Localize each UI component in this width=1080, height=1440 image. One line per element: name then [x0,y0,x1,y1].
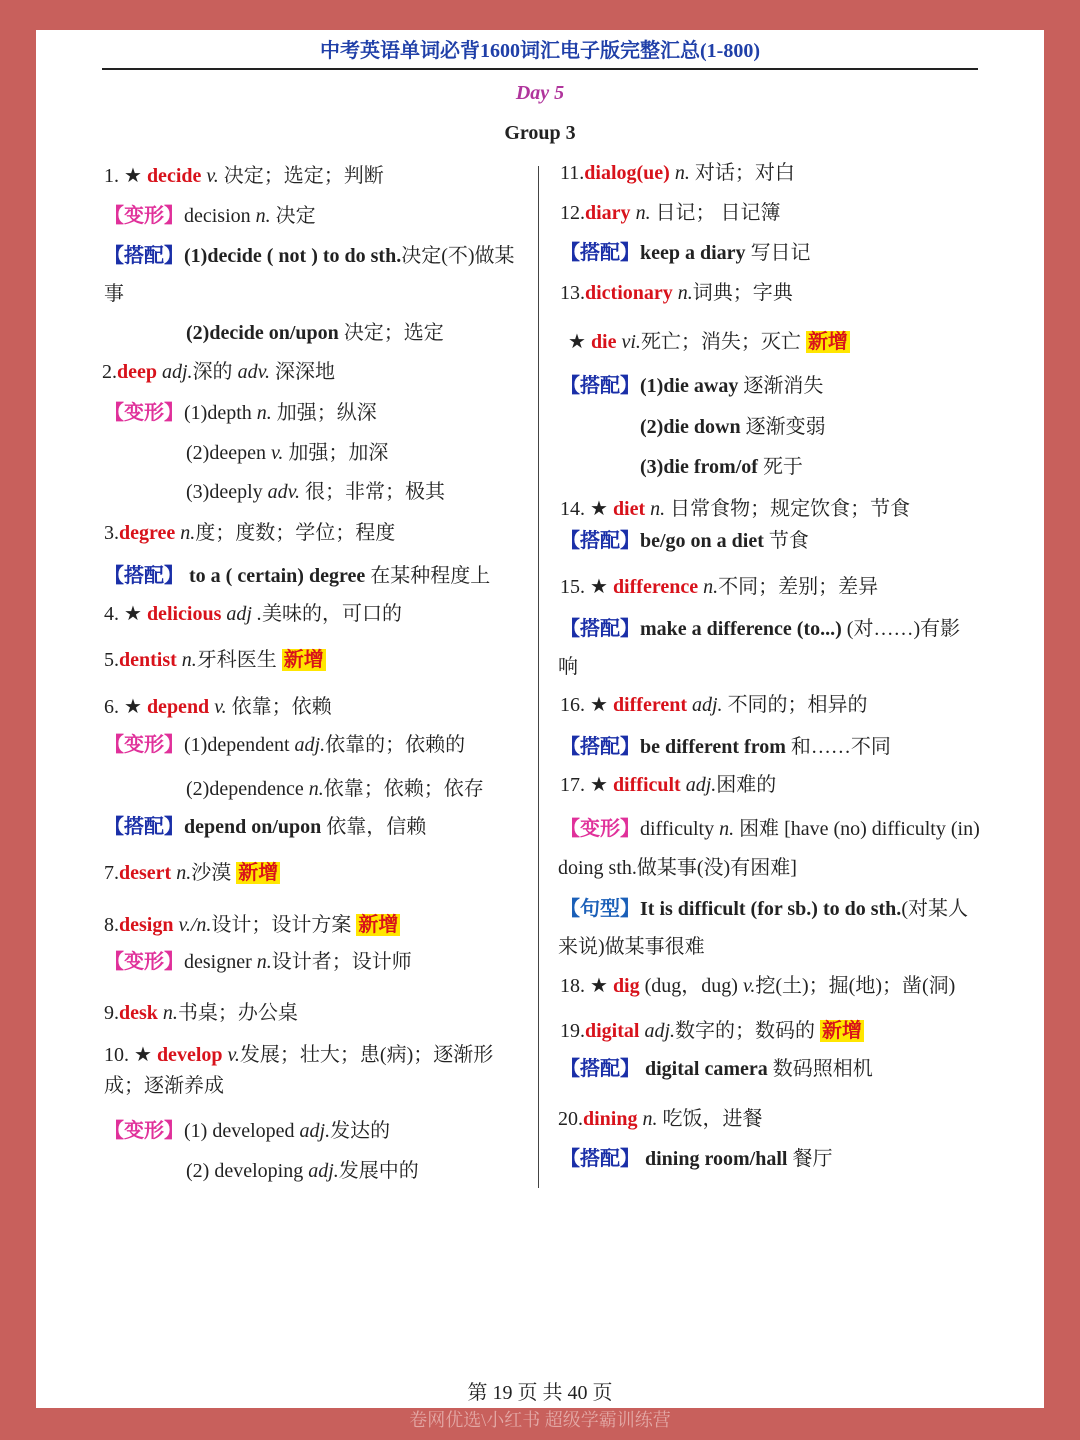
entry-number: 6. [104,696,119,718]
entry-number: 1. [104,165,119,187]
headword: desert [119,862,172,884]
collocation: to a ( certain) degree [189,565,366,587]
variation-line [104,732,465,758]
headword: diary [585,202,631,224]
entry-dining [558,1106,762,1132]
definition-continued: 来说)做某事很难 [558,936,705,958]
part-of-speech: n. [677,282,693,304]
variation-tag: 【变形】 [104,1120,184,1142]
part-of-speech: n. [162,1002,178,1024]
definition: 沙漠 [191,862,232,884]
collocation: depend on/upon [184,816,322,838]
variation-line [560,816,980,842]
collocation-line [186,320,444,346]
part-of-speech: n. [635,202,651,224]
part-of-speech: adj. [692,694,723,716]
entry-number: 4. [104,603,119,625]
part-of-speech: adj. [644,1020,676,1042]
variation-word: designer [184,951,252,973]
definition: 日记； 日记簿 [655,202,781,224]
entry-number: 14. [560,498,585,520]
definition: 逐渐消失 [743,375,824,397]
day-label: Day 5 [515,82,565,104]
entry-desert [104,860,280,886]
entry-degree [104,520,395,546]
part-of-speech: n. [642,1108,658,1130]
variation-word: (3)deeply [186,481,263,503]
definition: 发展；壮大；患(病)；逐渐形 [239,1044,494,1066]
part-of-speech: adj. [685,774,717,796]
collocation: keep a diary [640,242,746,264]
entry-different [560,692,868,718]
collocation-line [104,243,515,269]
headword: depend [146,696,210,718]
collocation-line [560,240,811,266]
variation-tag: 【变形】 [104,205,184,227]
entry-number: 16. [560,694,585,716]
document-page [36,30,1044,1408]
definition: 决定(不)做某 [401,245,515,267]
collocation-tag: 【搭配】 [104,816,184,838]
entry-design [104,912,400,938]
definition: 牙科医生 [196,649,277,671]
collocation-tag: 【搭配】 [560,1148,640,1170]
variation-tag: 【变形】 [104,734,184,756]
definition: 设计者；设计师 [271,951,412,973]
headword: develop [156,1044,223,1066]
entry-dentist [104,647,326,673]
variation-word: (2) developing [186,1160,304,1182]
entry-number: 2. [102,361,117,383]
part-of-speech: adj. [308,1160,339,1182]
headword: dig [612,975,640,997]
definition: 书桌；办公桌 [177,1002,298,1024]
definition: 吃饭，进餐 [662,1108,763,1130]
sentence-pattern: It is difficult (for sb.) to do sth. [640,898,902,920]
definition: 很；非常；极其 [305,481,446,503]
definition: 设计；设计方案 [211,914,352,936]
definition: 不同；差别；差异 [718,576,879,598]
variation-line [186,479,445,505]
new-badge: 新增 [238,862,279,884]
definition: 和……不同 [790,736,891,758]
part-of-speech: n. [181,649,197,671]
headword: deep [117,361,157,383]
variation-line [104,203,316,229]
variation-word: (1)depth [184,402,252,424]
usage-note: [have (no) difficulty (in) [784,818,980,840]
star-icon: ★ [590,774,608,796]
definition-continued: 事 [104,283,124,305]
header-rule [102,68,978,70]
variation-tag: 【变形】 [104,402,184,424]
definition: 决定；选定；判断 [223,165,384,187]
collocation-line [560,616,960,642]
definition: 决定 [275,205,316,227]
entry-decide [104,163,384,189]
part-of-speech: adj. [162,361,193,383]
column-divider [538,166,539,1188]
collocation-line [640,454,803,480]
definition-continued: 响 [558,656,578,678]
new-badge: 新增 [358,914,399,936]
part-of-speech: n. [180,522,196,544]
definition: 对话；对白 [694,162,795,184]
definition: 写日记 [750,242,811,264]
entry-number: 19. [560,1020,585,1042]
star-icon: ★ [124,165,142,187]
definition: 美味的，可口的 [261,603,402,625]
collocation-line [640,414,826,440]
variation-tag: 【变形】 [560,818,640,840]
part-of-speech: v. [206,165,219,187]
headword: dining [583,1108,638,1130]
headword: difficult [612,774,681,796]
collocation: (3)die from/of [640,456,758,478]
part-of-speech: n. [674,162,690,184]
part-of-speech: n. [650,498,666,520]
collocation-line [104,814,426,840]
usage-note-continued: doing sth.做某事(没)有困难] [558,857,797,879]
part-of-speech: n. [719,818,735,840]
collocation: digital camera [645,1058,768,1080]
definition: 挖(土)；掘(地)；凿(洞) [755,975,956,997]
definition: 死亡；消失；灭亡 [640,331,801,353]
star-icon: ★ [590,498,608,520]
entry-number: 10. [104,1044,129,1066]
headword: design [119,914,174,936]
part-of-speech: adj. [294,734,326,756]
entry-number: 15. [560,576,585,598]
part-of-speech: n. [176,862,192,884]
star-icon: ★ [590,975,608,997]
part-of-speech: n. [308,778,324,800]
sentence-pattern-line [560,896,968,922]
definition: 节食 [768,530,809,552]
part-of-speech: vi. [621,331,641,353]
variation-word: (2)deepen [186,442,266,464]
collocation: dining room/hall [645,1148,788,1170]
part-of-speech: adj. [299,1120,331,1142]
headword: delicious [146,603,222,625]
definition: 发达的 [330,1120,391,1142]
headword: degree [119,522,176,544]
entry-number: 7. [104,862,119,884]
entry-number: 13. [560,282,585,304]
collocation-tag: 【搭配】 [560,618,640,640]
part-of-speech: v./n. [178,914,212,936]
collocation: be different from [640,736,786,758]
entry-difficult [560,772,776,798]
definition: 数码照相机 [772,1058,873,1080]
headword: die [590,331,617,353]
headword: dentist [119,649,177,671]
definition: 在某种程度上 [370,565,491,587]
definition: 困难的 [716,774,777,796]
definition: 依靠；依赖 [231,696,332,718]
variation-line [104,949,412,975]
definition: 依靠的；依赖的 [325,734,466,756]
variation-line [104,1118,390,1144]
variation-word: decision [184,205,251,227]
definition: (对……)有影 [846,618,961,640]
collocation-tag: 【搭配】 [104,565,184,587]
new-badge: 新增 [283,649,324,671]
definition: 深的 [192,361,233,383]
definition: 餐厅 [792,1148,833,1170]
definition: 依靠；依赖；依存 [323,778,484,800]
collocation: (1)decide ( not ) to do sth. [184,245,402,267]
new-badge: 新增 [822,1020,863,1042]
collocation-tag: 【搭配】 [560,1058,640,1080]
definition: 困难 [739,818,780,840]
definition-continued: 成；逐渐养成 [104,1075,224,1097]
variation-line [104,400,377,426]
part-of-speech: adj . [226,603,262,625]
definition: 加强；加深 [288,442,389,464]
document-title: 中考英语单词必背1600词汇电子版完整汇总(1-800) [320,40,760,62]
entry-number: 9. [104,1002,119,1024]
entry-number: 11. [560,162,585,184]
variation-word: difficulty [640,818,715,840]
collocation: be/go on a diet [640,530,764,552]
entry-die [568,329,850,355]
collocation: (2)decide on/upon [186,322,339,344]
entry-diary [560,200,781,226]
part-of-speech: v. [214,696,227,718]
entry-depend [104,694,332,720]
star-icon: ★ [590,694,608,716]
part-of-speech: v. [270,442,284,464]
variation-word: (1) developed [184,1120,295,1142]
variation-line [186,1158,419,1184]
sentence-pattern-tag: 【句型】 [560,898,640,920]
definition: 发展中的 [338,1160,419,1182]
star-icon: ★ [590,576,608,598]
entry-deep [102,359,335,385]
variation-tag: 【变形】 [104,951,184,973]
headword: desk [119,1002,158,1024]
variation-line [186,776,484,802]
collocation-tag: 【搭配】 [560,242,640,264]
headword: diet [612,498,646,520]
definition: 依靠，信赖 [326,816,427,838]
variation-word: (2)dependence [186,778,304,800]
definition: 死于 [762,456,803,478]
definition: 逐渐变弱 [745,416,826,438]
headword: difference [612,576,699,598]
collocation-tag: 【搭配】 [560,530,640,552]
part-of-speech: n. [256,402,272,424]
group-label: Group 3 [504,122,576,144]
entry-number: 8. [104,914,119,936]
entry-dialogue [560,160,795,186]
collocation-line [104,563,490,589]
entry-number: 17. [560,774,585,796]
entry-diet [560,496,910,522]
collocation-tag: 【搭配】 [104,245,184,267]
star-icon: ★ [124,696,142,718]
definition: 不同的；相异的 [727,694,868,716]
part-of-speech: adv. [237,361,270,383]
page-number-footer: 第 19 页 共 40 页 [467,1382,613,1404]
definition: 数字的；数码的 [675,1020,816,1042]
collocation-tag: 【搭配】 [560,736,640,758]
star-icon: ★ [568,331,586,353]
collocation: make a difference (to...) [640,618,842,640]
part-of-speech: n. [703,576,719,598]
part-of-speech: n. [255,205,271,227]
entry-number: 12. [560,202,585,224]
part-of-speech: v. [227,1044,240,1066]
part-of-speech: v. [742,975,756,997]
definition: 决定；选定 [343,322,444,344]
collocation-line [560,373,823,399]
collocation: (2)die down [640,416,741,438]
headword: digital [585,1020,640,1042]
collocation-tag: 【搭配】 [560,375,640,397]
definition: 日常食物；规定饮食；节食 [670,498,911,520]
entry-desk [104,1000,298,1026]
watermark: 卷网优选\小红书 超级学霸训练营 [409,1410,671,1430]
entry-difference [560,574,878,600]
entry-number: 20. [558,1108,583,1130]
definition: 深深地 [274,361,335,383]
entry-dictionary [560,280,793,306]
part-of-speech: n. [256,951,272,973]
part-of-speech: adv. [267,481,301,503]
definition: (对某人 [901,898,968,920]
entry-delicious [104,601,402,627]
headword: dictionary [585,282,673,304]
headword: different [612,694,687,716]
entry-develop [104,1042,493,1068]
definition: 词典；字典 [692,282,793,304]
entry-number: 5. [104,649,119,671]
variation-line [186,440,388,466]
collocation-line [560,528,809,554]
collocation-line [560,1056,873,1082]
word-forms: (dug，dug) [644,975,738,997]
entry-number: 18. [560,975,585,997]
definition: 度；度数；学位；程度 [195,522,396,544]
entry-digital [560,1018,864,1044]
variation-word: (1)dependent [184,734,290,756]
collocation-line [560,734,891,760]
collocation: (1)die away [640,375,739,397]
star-icon: ★ [134,1044,152,1066]
definition: 加强；纵深 [276,402,377,424]
headword: dialog(ue) [584,162,670,184]
star-icon: ★ [124,603,142,625]
new-badge: 新增 [807,331,848,353]
collocation-line [560,1146,832,1172]
headword: decide [146,165,202,187]
entry-dig [560,973,955,999]
entry-number: 3. [104,522,119,544]
